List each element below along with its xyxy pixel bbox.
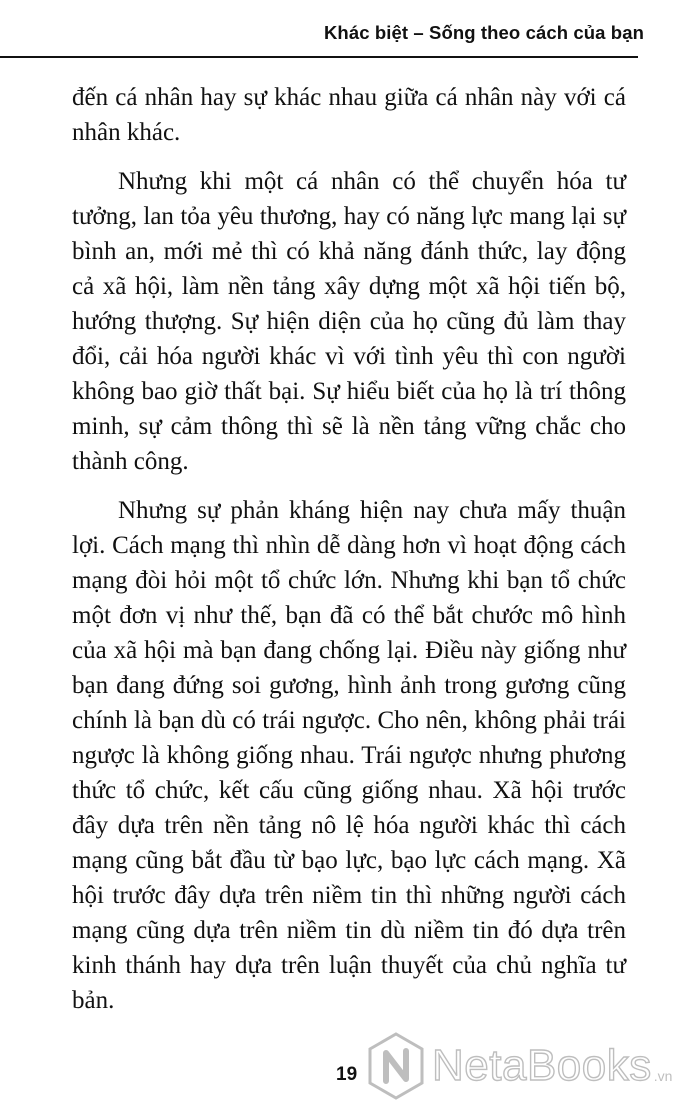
running-header: Khác biệt – Sống theo cách của bạn <box>323 22 644 43</box>
paragraph: Nhưng khi một cá nhân có thể chuyển hóa tư tưởng, lan tỏa yêu thương, hay có năng lực mang lại sự bình an, mới mẻ thì có khả năng đánh thức, lay động cả xã hội, làm nền tảng xây dựng một xã hội tiến bộ, hướng thượng. Sự hiện diện của họ cũng đủ làm thay đổi, cải hóa người khác vì với tình yêu thì con người không bao giờ thất bại. Sự hiểu biết của họ là trí thông minh, sự cảm thông thì sẽ là nền tảng vững chắc cho thành công. <box>72 168 626 475</box>
paragraph-continuation: đến cá nhân hay sự khác nhau giữa cá nhân này với cá nhân khác. <box>72 84 626 146</box>
paragraph: Nhưng sự phản kháng hiện nay chưa mấy thuận lợi. Cách mạng thì nhìn dễ dàng hơn vì hoạt động cách mạng đòi hỏi một tổ chức lớn. Nhưng khi bạn tổ chức một đơn vị như thế, bạn đã có thể bắt chước mô hình của xã hội mà bạn đang chống lại. Điều này giống như bạn đang đứng soi gương, hình ảnh trong gương cũng chính là bạn dù có trái ngược. Cho nên, không phải trái ngược là không giống nhau. Trái ngược nhưng phương thức tổ chức, kết cấu cũng giống nhau. Xã hội trước đây dựa trên nền tảng nô lệ hóa người khác thì cách mạng cũng bắt đầu từ bạo lực, bạo lực cách mạng. Xã hội trước đây dựa trên niềm tin thì những người cách mạng cũng dựa trên niềm tin dù niềm tin đó dựa trên kinh thánh hay dựa trên luận thuyết của chủ nghĩa tư bản. <box>72 497 626 1014</box>
netabooks-n-logo-icon <box>366 1031 426 1101</box>
header-rule <box>0 56 638 58</box>
watermark-suffix: .vn <box>653 1068 673 1084</box>
watermark <box>366 1028 672 1104</box>
body-text <box>72 80 626 1018</box>
page-number: 19 <box>336 1064 358 1085</box>
watermark-brand: NetaBooks <box>432 1041 652 1090</box>
